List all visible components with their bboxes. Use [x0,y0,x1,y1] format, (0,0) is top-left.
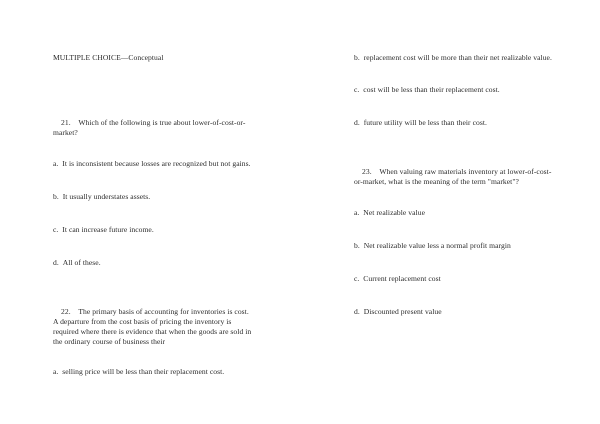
option-text: Net realizable value less a normal profit margin [363,241,511,250]
option-text: selling price will be less than their replacement cost. [62,367,225,376]
question-22-stem-line3: required where there is evidence that when the goods are sold in [53,327,252,336]
question-23-stem-line2: or-market, what is the meaning of the term "market"? [354,177,519,186]
option-text: It can increase future income. [62,225,154,234]
option-text: future utility will be less than their cost. [363,118,487,127]
option-text: cost will be less than their replacement cost. [363,85,500,94]
option-text: It is inconsistent because losses are recognized but not gains. [62,159,251,168]
question-21-stem-line1: Which of the following is true about lower-of-cost-or- [78,118,246,127]
question-23-number: 23. [362,167,372,176]
question-22-stem-line2: A departure from the cost basis of pricing the inventory is [53,317,232,326]
question-23-option-a [354,208,425,218]
option-text: Discounted present value [363,307,442,316]
option-letter: b. [53,192,59,201]
question-22-stem [53,307,251,347]
option-text: replacement cost will be more than their net realizable value. [363,53,552,62]
option-letter: c. [354,274,360,283]
question-22-first-line [53,307,251,317]
option-text: Current replacement cost [363,274,441,283]
option-text: It usually understates assets. [62,192,151,201]
question-22-number: 22. [61,307,71,316]
option-letter: d. [354,307,360,316]
question-23-option-d [354,307,442,317]
question-22-option-d [354,118,487,128]
question-23-stem-line1: When valuing raw materials inventory at lower-of-cost- [379,167,552,176]
question-21-option-a [53,159,251,169]
option-text: All of these. [62,258,101,267]
option-letter: a. [53,159,59,168]
section-title: MULTIPLE CHOICE—Conceptual [53,53,164,62]
question-21-option-b [53,192,150,202]
option-letter: a. [53,367,59,376]
option-letter: d. [53,258,59,267]
question-21-stem [53,118,245,138]
question-21-stem-line2: market? [53,128,78,137]
question-21-option-c [53,225,154,235]
question-21-option-d [53,258,101,268]
question-22-option-a [53,367,224,377]
option-letter: b. [354,241,360,250]
question-21-number: 21. [61,118,71,127]
question-23-option-b [354,241,511,251]
question-22-stem-line1: The primary basis of accounting for inventories is cost. [78,307,249,316]
question-23-option-c [354,274,441,284]
question-22-option-c [354,85,500,95]
option-letter: d. [354,118,360,127]
option-letter: c. [354,85,360,94]
question-22-option-b [354,53,552,63]
question-21-first-line [53,118,245,128]
option-letter: c. [53,225,59,234]
option-text: Net realizable value [363,208,425,217]
question-23-stem [354,167,551,187]
option-letter: a. [354,208,360,217]
question-23-first-line [354,167,551,177]
option-letter: b. [354,53,360,62]
question-22-stem-line4: the ordinary course of business their [53,337,166,346]
